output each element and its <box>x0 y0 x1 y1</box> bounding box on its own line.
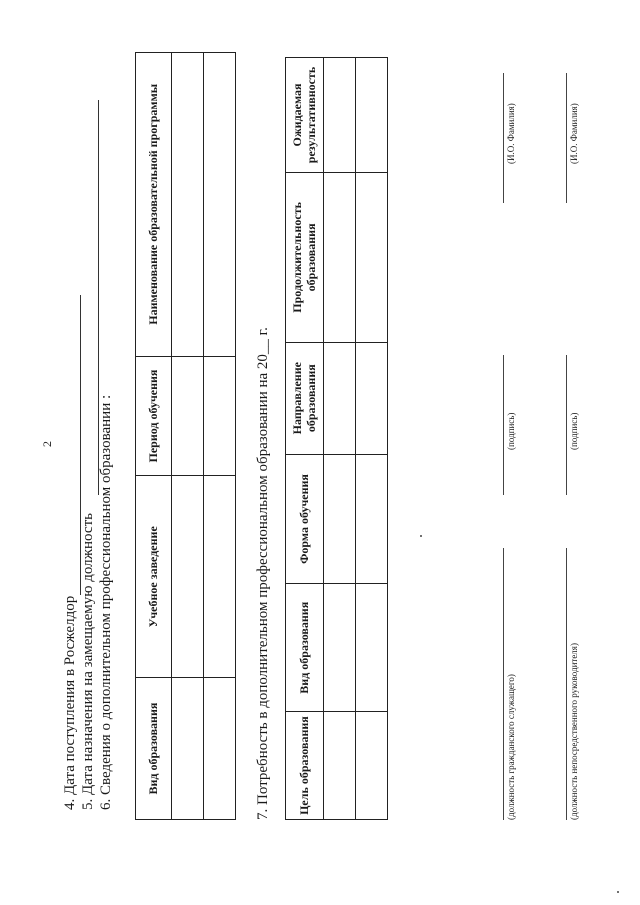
table-row <box>356 58 388 820</box>
employee-signature-caption: (подпись) <box>506 412 516 450</box>
manager-signature-caption: (подпись) <box>569 412 579 450</box>
table-cell[interactable] <box>204 356 236 476</box>
scan-speck <box>420 535 422 537</box>
employee-name-caption: (И.О. Фамилия) <box>506 103 516 164</box>
table-cell[interactable] <box>204 476 236 678</box>
page-number: 2 <box>40 441 54 447</box>
education-history-table <box>135 52 236 820</box>
table1-header-type: Вид образования <box>136 678 172 820</box>
table2-header-form: Форма обучения <box>286 454 324 584</box>
table1-header-row <box>136 53 172 820</box>
scan-speck <box>617 891 619 893</box>
item-4-label: 4. Дата поступления в Росжелдор <box>62 595 78 810</box>
education-needs-table <box>285 57 388 820</box>
table-cell[interactable] <box>324 172 356 342</box>
table-cell[interactable] <box>356 712 388 820</box>
table1-header-institution: Учебное заведение <box>136 476 172 678</box>
item-7-label: 7. Потребность в дополнительном профессиональном образовании на 20__ г. <box>255 327 271 820</box>
table-cell[interactable] <box>356 58 388 173</box>
table-cell[interactable] <box>324 454 356 584</box>
table-cell[interactable] <box>324 584 356 712</box>
table2-header-duration: Продолжительность образования <box>286 172 324 342</box>
employee-position-caption: (должность гражданского служащего) <box>506 674 516 820</box>
employee-signature-line <box>503 355 504 495</box>
manager-signature-line <box>566 355 567 495</box>
table-row <box>204 53 236 820</box>
manager-position-caption: (должность непосредственного руководителя) <box>569 643 579 820</box>
employee-name-line <box>503 73 504 203</box>
table-cell[interactable] <box>324 342 356 454</box>
table-cell[interactable] <box>204 53 236 357</box>
manager-name-line <box>566 73 567 203</box>
item-6-label: 6. Сведения о дополнительном профессиональном образовании : <box>98 394 114 810</box>
manager-position-line <box>566 548 567 820</box>
table-row <box>172 53 204 820</box>
table2-header-goal: Цель образования <box>286 712 324 820</box>
employee-position-line <box>503 548 504 820</box>
table2-header-direction: Направление образования <box>286 342 324 454</box>
table-cell[interactable] <box>204 678 236 820</box>
table1-header-period: Период обучения <box>136 356 172 476</box>
table1-header-program: Наименование образовательной программы <box>136 53 172 357</box>
table2-header-expected-result: Ожидаемая результативность <box>286 58 324 173</box>
table-cell[interactable] <box>172 356 204 476</box>
table2-header-type: Вид образования <box>286 584 324 712</box>
table2-header-row <box>286 58 324 820</box>
table-cell[interactable] <box>356 172 388 342</box>
table-cell[interactable] <box>324 712 356 820</box>
table-cell[interactable] <box>172 678 204 820</box>
manager-name-caption: (И.О. Фамилия) <box>569 103 579 164</box>
item-5-label: 5. Дата назначения на замещаемую должность <box>80 513 96 810</box>
table-row <box>324 58 356 820</box>
table-cell[interactable] <box>356 454 388 584</box>
table-cell[interactable] <box>172 476 204 678</box>
table-cell[interactable] <box>172 53 204 357</box>
table-cell[interactable] <box>324 58 356 173</box>
table-cell[interactable] <box>356 342 388 454</box>
table-cell[interactable] <box>356 584 388 712</box>
